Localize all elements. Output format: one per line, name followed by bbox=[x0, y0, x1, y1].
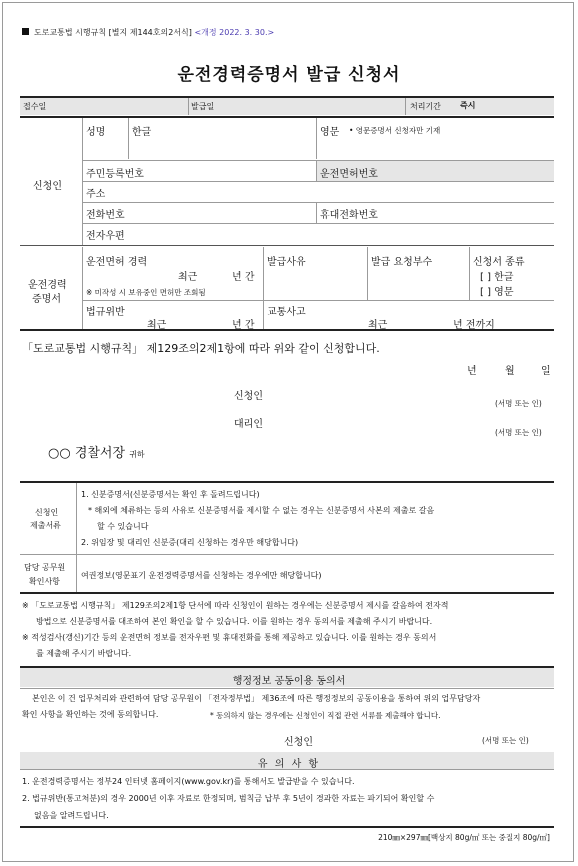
divider bbox=[367, 247, 368, 300]
rule bbox=[20, 769, 554, 770]
form-type-label: 신청서 종류 bbox=[473, 257, 525, 268]
declaration-text: 「도로교통법 시행규칙」 제129조의2제1항에 따라 위와 같이 신청합니다. bbox=[22, 342, 380, 355]
consent-title: 행정정보 공동이용 동의서 bbox=[232, 676, 346, 687]
rule bbox=[20, 592, 554, 594]
rule bbox=[20, 116, 554, 118]
rule bbox=[82, 181, 554, 182]
consent-text-b: 확인 사항을 확인하는 것에 동의합니다. bbox=[22, 710, 159, 719]
divider bbox=[316, 160, 317, 181]
page-title: 운전경력증명서 발급 신청서 bbox=[177, 65, 401, 85]
email-field[interactable]: 전자우편 bbox=[86, 231, 125, 242]
divider bbox=[82, 247, 83, 329]
license-career-note: ※ 미작성 시 보유중인 면허만 조회됨 bbox=[86, 288, 206, 297]
divider bbox=[316, 118, 317, 159]
officer-item: 여권정보(영문표기 운전경력증명서를 신청하는 경우에만 해당합니다) bbox=[81, 571, 322, 580]
applicant-section-label: 신청인 bbox=[33, 181, 62, 192]
korean-name-field[interactable]: 한글 bbox=[132, 127, 152, 138]
cautions-title: 유 의 사 항 bbox=[257, 759, 321, 770]
caution-item-2-a: 2. 법규위반(통고처분)의 경우 2000년 이후 자료로 한정되며, 범칙금 납부 후 5년이 경과한 자료는 파기되어 확인할 수 bbox=[22, 794, 435, 803]
career-section-label-1: 운전경력 bbox=[28, 280, 67, 291]
consent-text-b-note: * 동의하지 않는 경우에는 신청인이 직접 관련 서류를 제출해야 합니다. bbox=[210, 711, 441, 720]
square-mark-icon bbox=[22, 28, 29, 35]
license-career-recent: 최근 bbox=[178, 272, 198, 283]
applicant-sign-label: 신청인 bbox=[234, 391, 263, 402]
rule bbox=[20, 481, 554, 483]
addressee bbox=[48, 442, 145, 461]
consent-sign-field[interactable]: (서명 또는 인) bbox=[482, 736, 529, 745]
license-number-field[interactable]: 운전면허번호 bbox=[320, 169, 378, 180]
rule bbox=[82, 202, 554, 203]
bottom-rule bbox=[20, 826, 554, 828]
violation-recent: 최근 bbox=[147, 320, 167, 331]
processing-period-value: 즉시 bbox=[460, 101, 476, 110]
rule bbox=[20, 245, 554, 246]
type-english-checkbox[interactable]: [ ] 영문 bbox=[480, 287, 514, 298]
applicant-docs-label-1: 신청인 bbox=[35, 508, 59, 517]
accident-recent: 최근 bbox=[368, 320, 388, 331]
addressee-name: ○○ 경찰서장 bbox=[48, 446, 126, 461]
rrn-field[interactable]: 주민등록번호 bbox=[86, 169, 144, 180]
caution-item-2-b: 없음을 알려드립니다. bbox=[34, 811, 109, 820]
doc-item-2: 2. 위임장 및 대리인 신분증(대리 신청하는 경우만 해당합니다) bbox=[81, 538, 299, 547]
divider bbox=[469, 247, 470, 300]
copies-field[interactable]: 발급 요청부수 bbox=[371, 257, 433, 268]
phone-field[interactable]: 전화번호 bbox=[86, 210, 125, 221]
note-2-line-a: ※ 적성검사(갱신)기간 등의 운전면허 정보를 전자우편 및 휴대전화를 통해 제공하고 있습니다. 이를 원하는 경우 동의서 bbox=[22, 633, 437, 642]
date-month[interactable]: 월 bbox=[505, 366, 515, 377]
english-name-note: • 영문증명서 신청자만 기재 bbox=[349, 126, 441, 135]
rule bbox=[82, 300, 554, 301]
note-1-line-b: 방법으로 신분증명서를 대조하여 본인 확인을 할 수 있습니다. 이를 원하는 경우 동의서를 제출해 주시기 바랍니다. bbox=[36, 617, 433, 626]
career-section-label-2: 증명서 bbox=[32, 294, 61, 305]
address-field[interactable]: 주소 bbox=[86, 189, 106, 200]
issue-reason-field[interactable]: 발급사유 bbox=[267, 257, 306, 268]
applicant-docs-label-2: 제출서류 bbox=[30, 521, 61, 530]
processing-period-label: 처리기간 bbox=[410, 102, 441, 111]
officer-label-1: 담당 공무원 bbox=[24, 563, 66, 572]
rule bbox=[20, 688, 554, 689]
accident-years: 년 전까지 bbox=[453, 320, 495, 331]
paper-spec: 210㎜×297㎜[백상지 80g/㎡ 또는 중질지 80g/㎡] bbox=[378, 833, 550, 842]
violation-years: 년 간 bbox=[232, 320, 255, 331]
consent-signer-label: 신청인 bbox=[284, 737, 313, 748]
license-career-field[interactable]: 운전면허 경력 bbox=[86, 257, 148, 268]
rule bbox=[20, 329, 554, 331]
divider bbox=[76, 483, 77, 592]
note-1-line-a: ※ 「도로교통법 시행규칙」 제129조의2제1항 단서에 따라 신청인이 원하는 경우에는 신분증명서 제시를 갈음하여 전자적 bbox=[22, 601, 449, 610]
regulation-name: 도로교통법 시행규칙 [별지 제144호의2서식] bbox=[34, 28, 192, 37]
violation-field[interactable]: 법규위반 bbox=[86, 307, 125, 318]
type-korean-checkbox[interactable]: [ ] 한글 bbox=[480, 272, 514, 283]
applicant-sign-field[interactable]: (서명 또는 인) bbox=[495, 399, 542, 408]
officer-label-2: 확인사항 bbox=[29, 577, 60, 586]
doc-item-1-note-a: * 해외에 체류하는 등의 사유로 신분증명서를 제시할 수 없는 경우는 신분증명서 사본의 제출로 갈음 bbox=[88, 506, 435, 515]
divider bbox=[405, 98, 406, 115]
rule bbox=[82, 223, 554, 224]
addressee-honorific: 귀하 bbox=[129, 450, 145, 459]
doc-item-1-note-b: 할 수 있습니다 bbox=[97, 522, 149, 531]
revision-date: <개정 2022. 3. 30.> bbox=[194, 28, 275, 37]
divider bbox=[316, 202, 317, 223]
divider bbox=[263, 247, 264, 329]
accident-field[interactable]: 교통사고 bbox=[267, 307, 306, 318]
divider bbox=[188, 98, 189, 115]
regulation-header bbox=[22, 27, 274, 38]
license-career-years: 년 간 bbox=[232, 272, 255, 283]
note-2-line-b: 를 제출해 주시기 바랍니다. bbox=[36, 649, 132, 658]
caution-item-1: 1. 운전경력증명서는 정부24 인터넷 홈페이지(www.gov.kr)를 통해서도 발급받을 수 있습니다. bbox=[22, 777, 355, 786]
date-year[interactable]: 년 bbox=[467, 366, 477, 377]
doc-item-1: 1. 신분증명서(신분증명서는 확인 후 돌려드립니다) bbox=[81, 490, 260, 499]
agent-sign-field[interactable]: (서명 또는 인) bbox=[495, 428, 542, 437]
issue-date-label: 발급일 bbox=[191, 102, 215, 111]
date-day[interactable]: 일 bbox=[541, 366, 551, 377]
name-label: 성명 bbox=[86, 127, 106, 138]
agent-sign-label: 대리인 bbox=[234, 419, 263, 430]
consent-text-a: 본인은 이 건 업무처리와 관련하여 담당 공무원이 「전자정부법」 제36조에 따른 행정정보의 공동이용을 통하여 위의 업무담당자 bbox=[32, 694, 481, 703]
rule bbox=[20, 554, 554, 555]
mobile-field[interactable]: 휴대전화번호 bbox=[320, 210, 378, 221]
divider bbox=[128, 118, 129, 159]
receipt-date-label: 접수일 bbox=[23, 102, 47, 111]
english-name-field[interactable]: 영문 bbox=[320, 127, 340, 138]
